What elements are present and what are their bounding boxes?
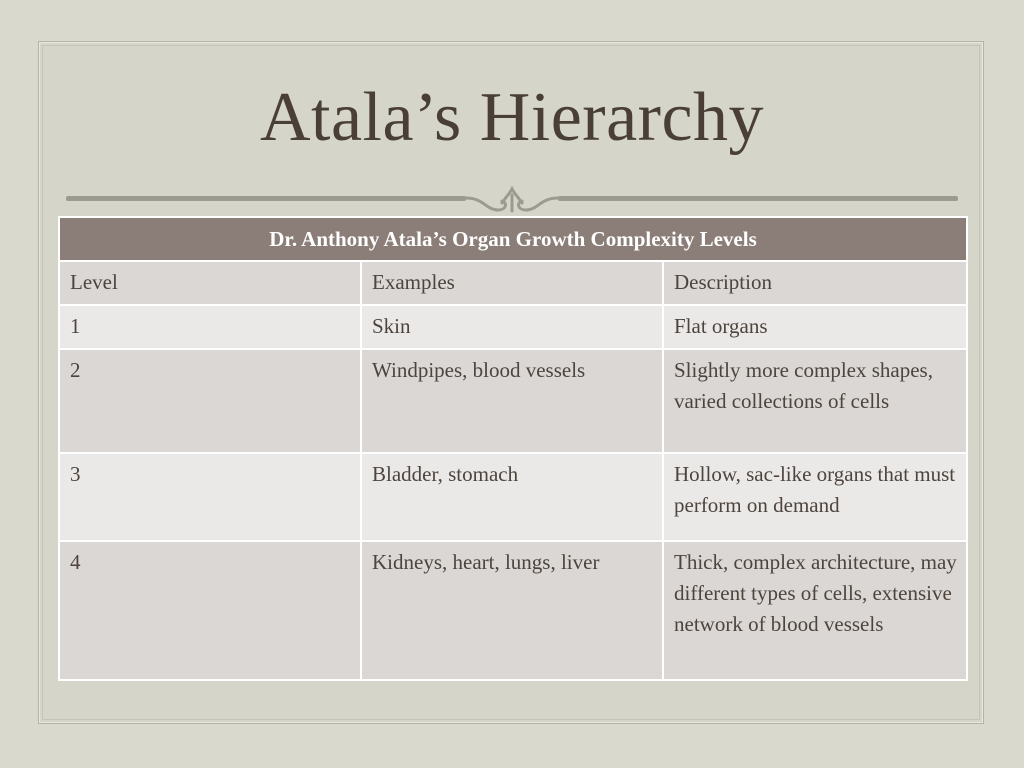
ornamental-divider	[66, 185, 958, 215]
table-caption: Dr. Anthony Atala’s Organ Growth Complexity Levels	[59, 217, 967, 261]
divider-line-right	[558, 196, 958, 201]
examples-cell: Bladder, stomach	[361, 453, 663, 541]
examples-cell: Kidneys, heart, lungs, liver	[361, 541, 663, 680]
column-header-description: Description	[663, 261, 967, 305]
complexity-levels-table	[58, 216, 968, 681]
divider-line-left	[66, 196, 466, 201]
column-header-examples: Examples	[361, 261, 663, 305]
examples-cell: Skin	[361, 305, 663, 349]
level-cell: 2	[59, 349, 361, 453]
divider-ornament-icon	[466, 189, 558, 211]
table-row	[59, 541, 967, 680]
column-header-level: Level	[59, 261, 361, 305]
table-row	[59, 305, 967, 349]
description-cell: Flat organs	[663, 305, 967, 349]
table-header-row	[59, 261, 967, 305]
table-row	[59, 453, 967, 541]
examples-cell: Windpipes, blood vessels	[361, 349, 663, 453]
description-cell: Thick, complex architecture, may different types of cells, extensive network of blood vessels	[663, 541, 967, 680]
slide-title: Atala’s Hierarchy	[259, 79, 765, 156]
level-cell: 1	[59, 305, 361, 349]
level-cell: 4	[59, 541, 361, 680]
level-cell: 3	[59, 453, 361, 541]
description-cell: Slightly more complex shapes, varied collections of cells	[663, 349, 967, 453]
description-cell: Hollow, sac-like organs that must perform on demand	[663, 453, 967, 541]
table-row	[59, 349, 967, 453]
